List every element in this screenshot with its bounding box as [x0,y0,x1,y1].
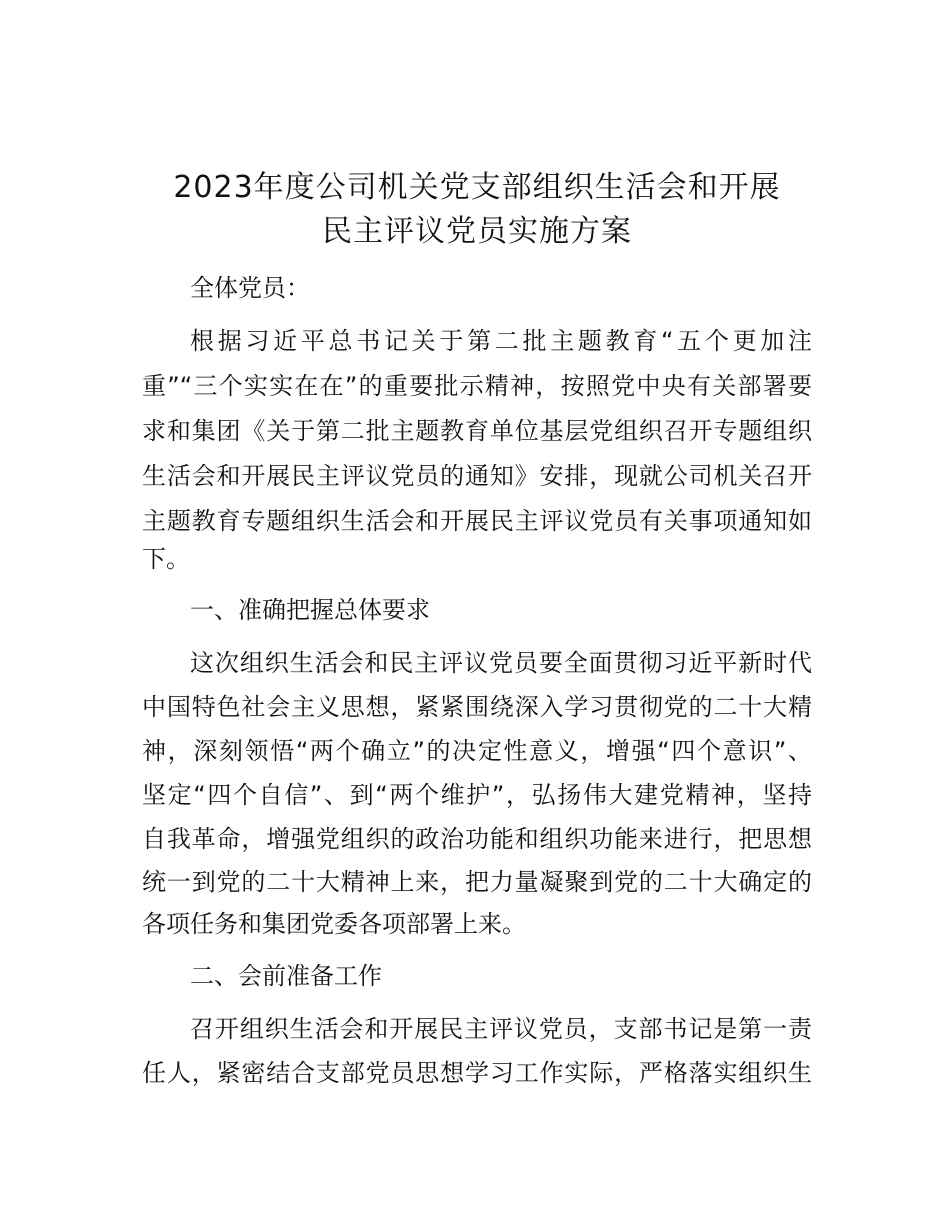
paragraph-line: 自我革命，增强党组织的政治功能和组织功能来进行，把思想 [142,825,812,853]
document-page [142,0,812,1230]
paragraph-line: 统一到党的二十大精神上来，把力量凝聚到党的二十大确定的 [142,868,812,896]
paragraph-line: 生活会和开展民主评议党员的通知》安排，现就公司机关召开 [142,462,812,490]
salutation: 全体党员： [190,274,310,302]
section-heading-1: 一、准确把握总体要求 [190,596,430,624]
section-heading-2: 二、会前准备工作 [190,962,382,990]
paragraph-line: 求和集团《关于第二批主题教育单位基层党组织召开专题组织 [142,417,812,445]
paragraph-line: 下。 [142,545,190,573]
paragraph-line: 主题教育专题组织生活会和开展民主评议党员有关事项通知如 [142,507,812,535]
paragraph-line: 重”“三个实实在在”的重要批示精神，按照党中央有关部署要 [142,372,812,400]
paragraph-line: 神，深刻领悟“两个确立”的决定性意义，增强“四个意识”、 [142,737,812,765]
paragraph-line: 任人，紧密结合支部党员思想学习工作实际，严格落实组织生 [142,1059,812,1087]
paragraph-line: 这次组织生活会和民主评议党员要全面贯彻习近平新时代 [190,649,812,677]
document-title-line-1: 2023年度公司机关党支部组织生活会和开展 [173,170,781,205]
paragraph-line: 根据习近平总书记关于第二批主题教育“五个更加注 [190,327,812,355]
paragraph-line: 各项任务和集团党委各项部署上来。 [142,910,526,938]
document-title-line-2: 民主评议党员实施方案 [322,214,632,249]
paragraph-line: 中国特色社会主义思想，紧紧围绕深入学习贯彻党的二十大精 [142,693,812,721]
paragraph-line: 召开组织生活会和开展民主评议党员，支部书记是第一责 [190,1015,812,1043]
paragraph-line: 坚定“四个自信”、到“两个维护”，弘扬伟大建党精神，坚持 [142,781,812,809]
